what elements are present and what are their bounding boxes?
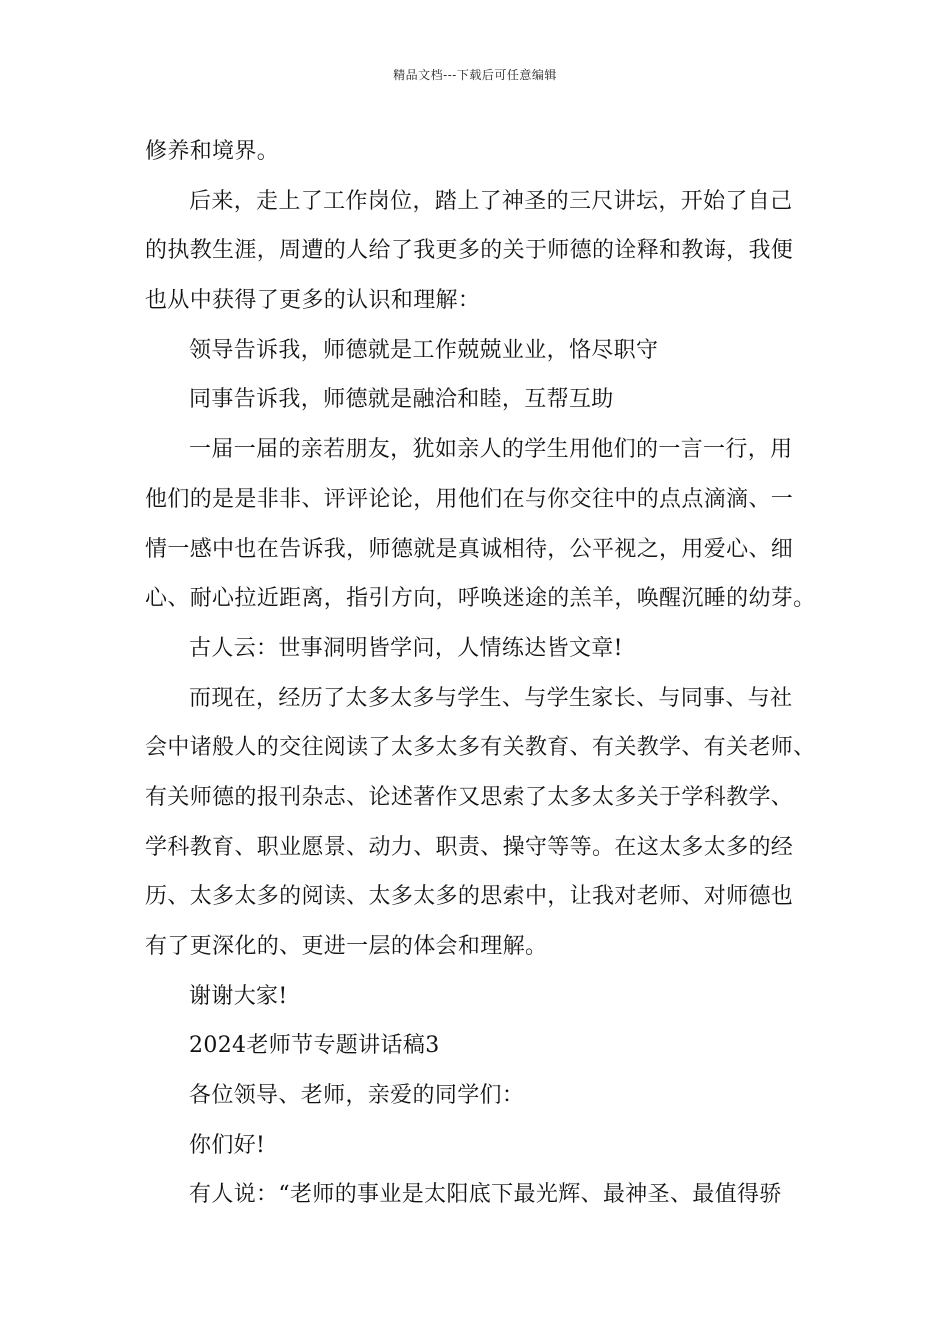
text-line: 后来，走上了工作岗位，踏上了神圣的三尺讲坛，开始了自己 [189,188,793,214]
text-line: 历、太多太多的阅读、太多太多的思索中，让我对老师、对师德也 [145,884,794,910]
text-line: 他们的是是非非、评评论论，用他们在与你交往中的点点滴滴、一 [145,486,794,512]
text-line: 而现在，经历了太多太多与学生、与学生家长、与同事、与社 [189,685,793,711]
text-line: 有了更深化的、更进一层的体会和理解。 [145,934,548,959]
document-body [145,127,816,1220]
text-line: 古人云：世事洞明皆学问，人情练达皆文章! [189,635,623,661]
text-line: 情一感中也在告诉我，师德就是真诚相待，公平视之，用爱心、细 [145,536,794,562]
text-line: 一届一届的亲若朋友，犹如亲人的学生用他们的一言一行，用 [189,437,793,463]
text-line: 谢谢大家! [189,983,288,1009]
text-line: 有人说：“老师的事业是太阳底下最光辉、最神圣、最值得骄 [189,1182,782,1208]
text-line: 领导告诉我，师德就是工作兢兢业业，恪尽职守 [189,337,659,363]
text-line: 的执教生涯，周遭的人给了我更多的关于师德的诠释和教诲，我便 [145,238,794,264]
text-line: 会中诸般人的交往阅读了太多太多有关教育、有关教学、有关老师、 [145,735,816,761]
text-line: 各位领导、老师，亲爱的同学们： [189,1083,525,1109]
text-line: 有关师德的报刊杂志、论述著作又思索了太多太多关于学科教学、 [145,784,794,810]
text-line: 你们好! [189,1132,266,1158]
text-line: 修养和境界。 [145,139,280,164]
text-line: 学科教育、职业愿景、动力、职责、操守等等。在这太多太多的经 [145,834,794,860]
text-line: 同事告诉我，师德就是融洽和睦，互帮互助 [189,387,614,413]
text-line: 也从中获得了更多的认识和理解： [145,288,481,314]
text-line: 心、耐心拉近距离，指引方向，呼唤迷途的羔羊，唤醒沉睡的幼芽。 [145,586,816,612]
section-heading: 2024老师节专题讲话稿3 [189,1033,440,1059]
page-header: 精品文档---下载后可任意编辑 [393,68,557,82]
